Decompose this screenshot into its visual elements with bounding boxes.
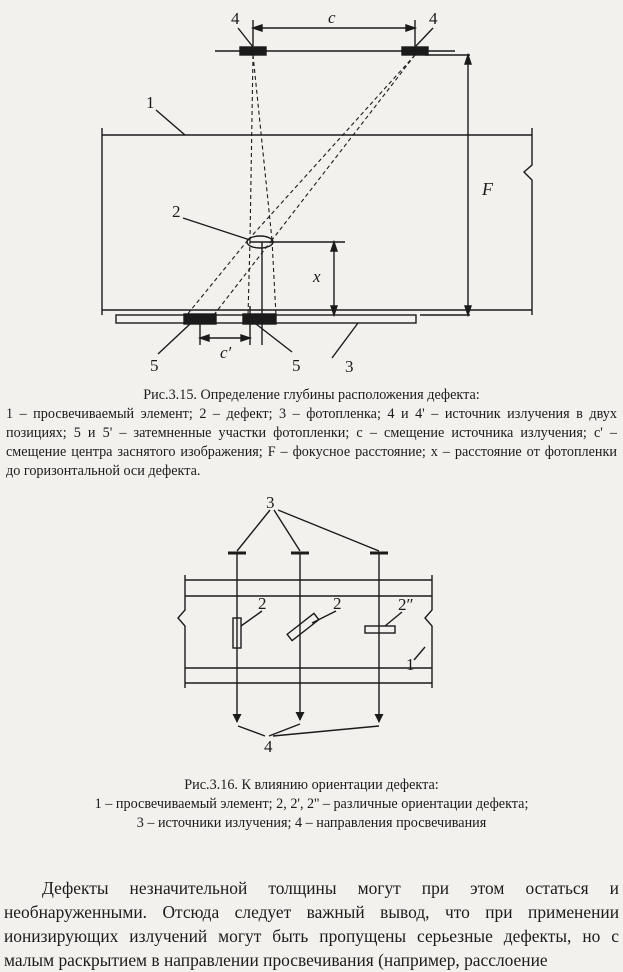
shadow-area-5-prime <box>243 314 276 324</box>
defect-orientation-2-double-prime <box>365 626 395 633</box>
defect-depth-diagram <box>0 0 623 380</box>
label-c-prime: c′ <box>220 343 232 362</box>
defect-orientation-diagram <box>0 490 623 770</box>
label-x: x <box>313 267 321 286</box>
figure-3-15 <box>0 0 623 380</box>
label-4-prime: 4 <box>429 9 438 28</box>
label-F: F <box>482 179 493 199</box>
label-1: 1 <box>406 655 415 674</box>
label-2: 2 <box>172 202 181 221</box>
figure-3-16-legend-line-1: 1 – просвечиваемый элемент; 2, 2', 2'' – различные ориентации дефекта; <box>94 796 529 812</box>
figure-3-16-legend-line-2: 3 – источники излучения; 4 – направления просвечивания <box>136 815 487 831</box>
figure-3-16 <box>0 490 623 770</box>
projection-rays <box>186 55 415 316</box>
body-paragraph: Дефекты незначительной толщины могут при этом остаться и необнаруженными. Отсюда следует важный вывод, что при применении ионизирующих излучений могут быть пропущены серьезные дефекты, но с малым раскрытием в направлении просвечивания (например, расслоение <box>4 878 619 970</box>
defect-orientation-2-prime <box>287 613 319 640</box>
label-2: 2 <box>258 594 267 613</box>
figure-3-16-caption <box>0 776 623 833</box>
label-c: c <box>328 8 336 27</box>
label-3: 3 <box>266 493 275 512</box>
figure-3-15-legend: 1 – просвечиваемый элемент; 2 – дефект; 3 – фотопленка; 4 и 4' – источник излучения в двух позициях; 5 и 5' – затемненные участки фотопленки; c – смещение источника излучения; c' – смещение центра заснятого изображения; F – фокусное расстояние; x – расстояние от фотопленки до горизонтальной оси дефекта. <box>6 406 617 479</box>
label-1: 1 <box>146 93 155 112</box>
label-2-double-prime: 2″ <box>398 595 414 614</box>
label-3: 3 <box>345 357 354 376</box>
label-2-prime: 2 <box>333 594 342 613</box>
label-5-prime: 5 <box>292 356 301 375</box>
figure-3-16-title: Рис.3.16. К влиянию ориентации дефекта: <box>184 777 439 793</box>
figure-3-15-caption <box>0 386 623 481</box>
label-5: 5 <box>150 356 159 375</box>
label-4: 4 <box>231 9 240 28</box>
figure-3-15-title: Рис.3.15. Определение глубины расположения дефекта: <box>143 387 480 403</box>
label-4: 4 <box>264 737 273 756</box>
